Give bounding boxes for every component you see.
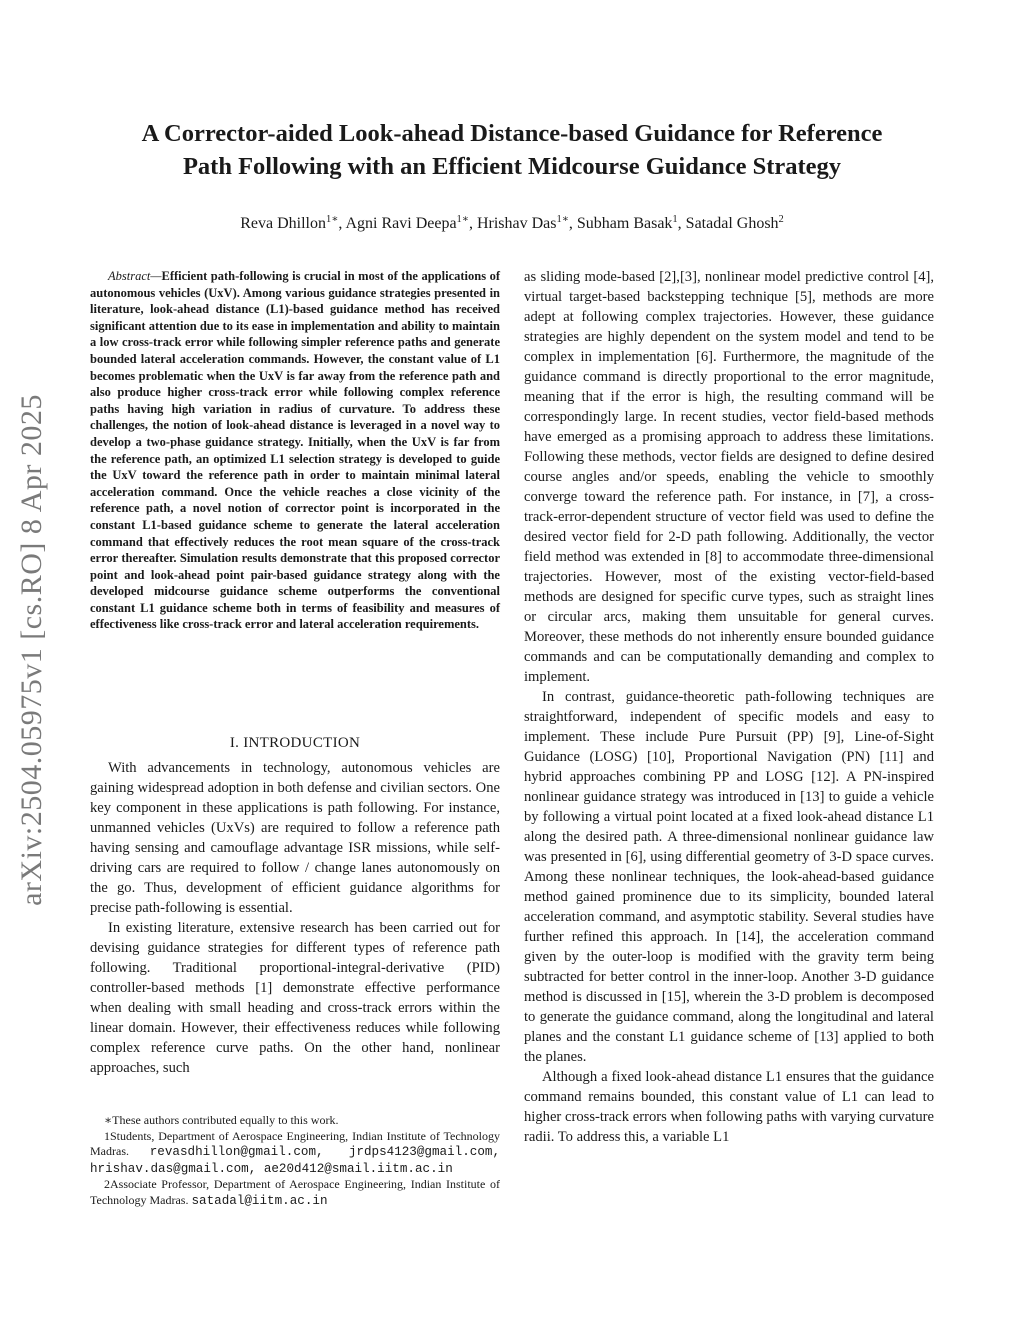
arxiv-identifier-stamp	[2, 365, 62, 935]
body-paragraph: as sliding mode-based [2],[3], nonlinear model predictive control [4], virtual target-based backstepping technique [5], methods are more adept at following complex trajectories. However, these guidance strategies are highly dependent on the system model and tend to be complex in implementation [6]. Furthermore, the magnitude of the guidance command is directly proportional to the error magnitude, meaning that if the error is high, the resulting command will be correspondingly large. In recent studies, vector field-based methods have emerged as a promising approach to address these limitations. Following these methods, vector fields are designed to define desired course angles and/or speeds, enabling the vehicle to smoothly converge toward the reference path. For instance, in [7], a cross-track-error-dependent structure of vector field was used to define the desired vector field for 2-D path following. Additionally, the vector field method was extended in [8] to accommodate three-dimensional trajectories. However, most of the existing vector-field-based methods are designed for specific curve types, such as straight lines or circular arcs, making them unsuitable for general curves. Moreover, these methods do not inherently ensure bounded guidance commands and can be computationally demanding and complex to implement.	[524, 269, 934, 685]
author-name: Agni Ravi Deepa	[345, 215, 457, 232]
footnote-professor-affiliation: 2Associate Professor, Department of Aerospace Engineering, Indian Institute of Technology Madras.	[90, 1177, 500, 1207]
paper-title-line-2: Path Following with an Efficient Midcourse Guidance Strategy	[182, 153, 842, 180]
abstract-label: Abstract—	[108, 269, 162, 283]
author-name: Satadal Ghosh	[685, 215, 779, 232]
right-column-body	[524, 267, 934, 1147]
footnote-students-affiliation: 1Students, Department of Aerospace Engineering, Indian Institute of Technology Madras.	[90, 1128, 500, 1159]
author-separator: ,	[568, 215, 577, 232]
author-name: Subham Basak	[576, 215, 673, 232]
left-column-body	[90, 758, 500, 1078]
body-paragraph: In existing literature, extensive research has been carried out for devising guidance strategies for different types of reference path following. Traditional proportional-integral-derivative (PID) controller-based methods [1] demonstrate effective performance when dealing with small heading and cross-track errors within the linear domain. However, their effectiveness reduces while following complex reference curve paths. On the other hand, nonlinear approaches, such	[90, 920, 500, 1076]
author-name: Hrishav Das	[476, 215, 557, 232]
author-name: Reva Dhillon	[240, 215, 326, 232]
footnote-students	[90, 1129, 500, 1178]
author-affiliation-mark: 2	[778, 214, 784, 225]
arxiv-identifier-text: arXiv:2504.05975v1 [cs.RO] 8 Apr 2025	[15, 394, 49, 906]
paper-title	[80, 117, 944, 183]
author-separator: ,	[338, 215, 346, 232]
footnote-student-emails: revasdhillon@gmail.com, jrdps4123@gmail.com, hrishav.das@gmail.com, ae20d412@smail.iitm.ac.in	[90, 1145, 500, 1176]
author-separator: ,	[468, 215, 477, 232]
author-affiliation-mark: 1∗	[556, 214, 569, 225]
author-affiliation-mark: 1∗	[325, 214, 339, 225]
body-paragraph: Although a fixed look-ahead distance L1 ensures that the guidance command remains bounded, this constant value of L1 can lead to higher cross-track errors when following paths with varying curvature radii. To address this, a variable L1	[524, 1069, 934, 1145]
author-affiliation-mark: 1	[672, 214, 678, 225]
footnote-equal-contribution: ∗These authors contributed equally to this work.	[104, 1113, 339, 1127]
paper-title-line-1: A Corrector-aided Look-ahead Distance-based Guidance for Reference	[141, 120, 883, 147]
footnote-professor	[90, 1177, 500, 1209]
author-affiliation-mark: 1∗	[456, 214, 469, 225]
body-paragraph: In contrast, guidance-theoretic path-following techniques are straightforward, independent of specific models and easy to implement. These include Pure Pursuit (PP) [9], Line-of-Sight Guidance (LOSG) [10], Proportional Navigation (PN) [11] and hybrid approaches combining PP and LOSG [12]. A PN-inspired nonlinear guidance strategy was introduced in [13] to guide a vehicle by following a virtual point located at a fixed look-ahead distance L1 along the desired path. A three-dimensional nonlinear guidance law was presented in [6], using differential geometry of 3-D space curves. Among these nonlinear techniques, the look-ahead-based guidance method gained prominence due to its simplicity, bounded lateral acceleration command, and asymptotic stability. Several studies have further refined this approach. In [14], the acceleration command given by the outer-loop is modified with the gravity term being subtracted for better control in the inner-loop. Another 3-D guidance method is discussed in [15], wherein the 3-D problem is decomposed to generate the guidance command, along the longitudinal and lateral planes and the constant L1 guidance scheme of [13] applied to both the planes.	[524, 689, 934, 1065]
body-paragraph: With advancements in technology, autonomous vehicles are gaining widespread adoption in both defense and civilian sectors. One key component in these applications is path following. For instance, unmanned vehicles (UxVs) are required to follow a reference path having sensing and camouflage advantage ISR missions, while self-driving cars are required to follow / change lanes autonomously on the go. Thus, development of efficient guidance algorithms for precise path-following is essential.	[90, 760, 500, 916]
author-list	[80, 209, 944, 235]
abstract-text: Efficient path-following is crucial in most of the applications of autonomous vehicles (UxV). Among various guidance strategies presented in literature, look-ahead distance (L1)-based guidance method has received significant attention due to its ease in implementation and ability to maintain a low cross-track error while following simpler reference paths and generate bounded lateral acceleration commands. However, the constant value of L1 becomes problematic when the UxV is far away from the reference path and also produce higher cross-track error while following complex reference paths having high variation in radius of curvature. To address these challenges, the notion of look-ahead distance is leveraged in a novel way to develop a two-phase guidance strategy. Initially, when the UxV is far from the reference path, an optimized L1 selection strategy is developed to guide the UxV toward the reference path in order to maintain minimal lateral acceleration command. Once the vehicle reaches a close vicinity of the reference path, a novel notion of corrector point is incorporated in the constant L1-based guidance scheme to generate the lateral acceleration command that effectively reduces the root mean square of the cross-track error thereafter. Simulation results demonstrate that this proposed corrector point and look-ahead point pair-based guidance strategy along with the developed midcourse guidance scheme outperforms the conventional constant L1 guidance scheme both in terms of feasibility and measures of effectiveness like cross-track error and lateral acceleration requirements.	[90, 269, 500, 632]
footnote-professor-email: satadal@iitm.ac.in	[191, 1193, 328, 1208]
footnotes	[90, 1113, 500, 1210]
author-separator: ,	[677, 215, 686, 232]
section-heading-introduction: I. INTRODUCTION	[229, 735, 361, 751]
abstract	[90, 268, 500, 633]
